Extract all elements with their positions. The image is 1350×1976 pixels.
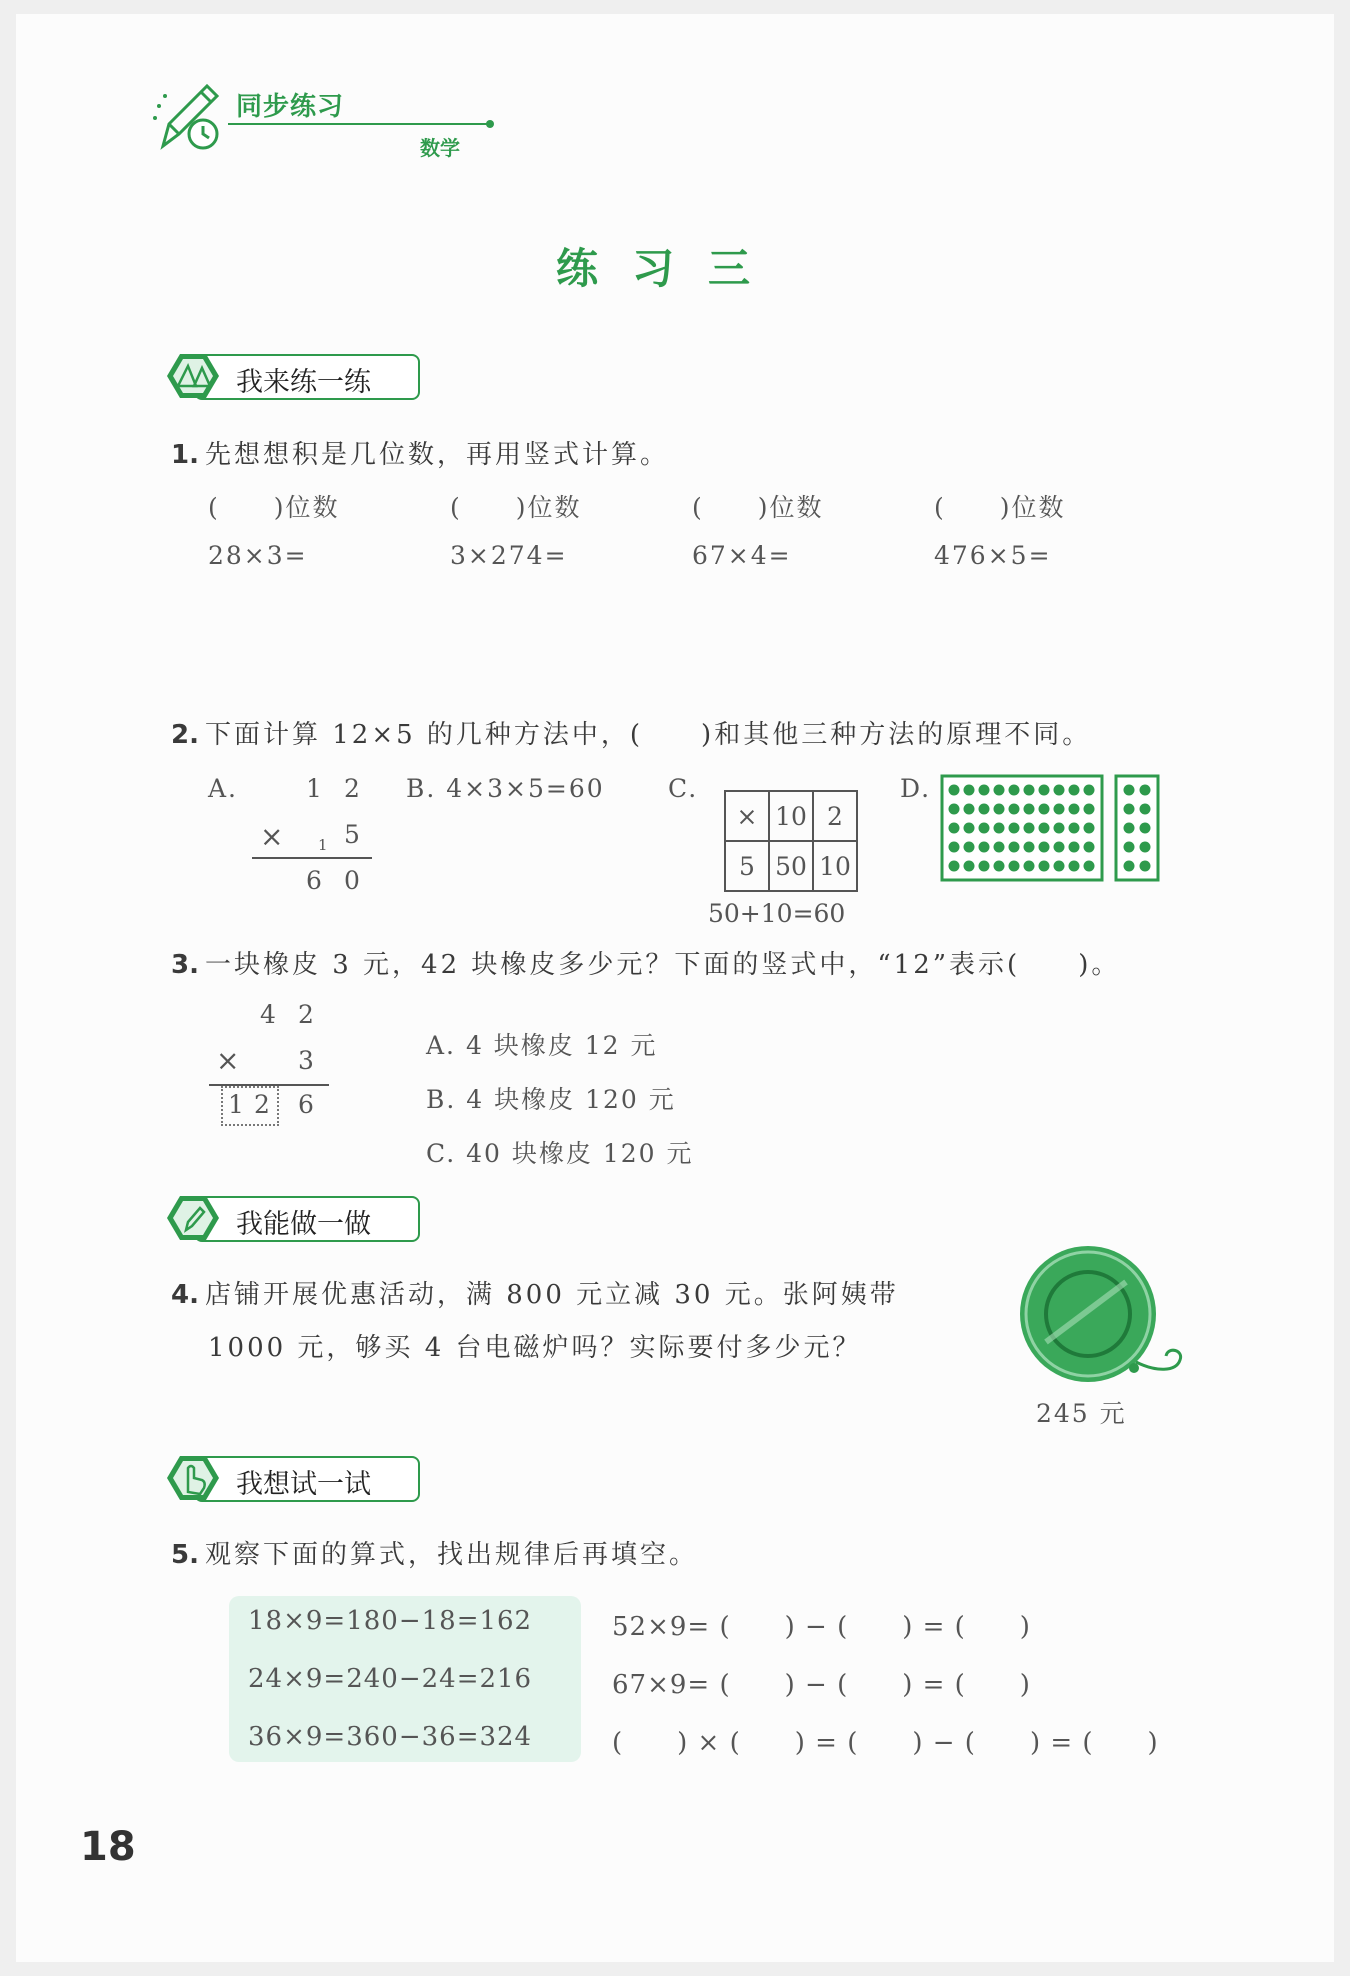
- dot: [1069, 804, 1080, 815]
- dot: [1024, 804, 1035, 815]
- q4-price: 245 元: [1036, 1399, 1127, 1428]
- induction-cooker-icon: [1016, 1242, 1196, 1392]
- q4-line1: 店铺开展优惠活动，满 800 元立减 30 元。张阿姨带: [204, 1280, 899, 1310]
- dot: [1054, 861, 1065, 872]
- dot: [994, 804, 1005, 815]
- dot: [1084, 823, 1095, 834]
- header-title: 同步练习: [236, 92, 345, 122]
- q2a-top-digit-1: 1: [306, 774, 322, 803]
- section-try-it: [166, 1454, 421, 1502]
- dot: [1069, 861, 1080, 872]
- q3-times-sign: ×: [216, 1044, 240, 1077]
- q4-line2: 1000 元，够买 4 台电磁炉吗？实际要付多少元？: [208, 1333, 862, 1363]
- q2a-bottom-digit: 5: [344, 820, 360, 849]
- dot: [994, 842, 1005, 853]
- q2a-top-digit-2: 2: [344, 774, 360, 803]
- q3-text: 一块橡皮 3 元，42 块橡皮多少元？下面的竖式中，“12”表示( )。: [204, 950, 1121, 980]
- section-label: 我想试一试: [236, 1469, 371, 1500]
- dot: [1084, 861, 1095, 872]
- q2a-carry: 1: [318, 836, 328, 854]
- dot: [1140, 804, 1151, 815]
- dot: [1024, 842, 1035, 853]
- dot: [949, 842, 960, 853]
- q3-result-digit-2: 2: [254, 1090, 270, 1119]
- q1-expr-3: 67×4=: [692, 541, 792, 570]
- q2c-cell: 10: [813, 841, 857, 891]
- q3-result-digit-1: 1: [228, 1090, 244, 1119]
- q2c-grid: [724, 790, 858, 892]
- section-practice: [166, 352, 421, 400]
- q5-example-1: 18×9=180−18=162: [248, 1606, 533, 1636]
- dot: [964, 823, 975, 834]
- dot: [1124, 785, 1135, 796]
- q2c-cell: 50: [769, 841, 813, 891]
- dot: [1039, 804, 1050, 815]
- dot: [1140, 842, 1151, 853]
- dot: [1084, 842, 1095, 853]
- q3-option-a[interactable]: A. 4 块橡皮 12 元: [426, 1031, 658, 1060]
- dot: [1054, 804, 1065, 815]
- dot: [1140, 823, 1151, 834]
- q2-text: 下面计算 12×5 的几种方法中，( )和其他三种方法的原理不同。: [204, 720, 1092, 750]
- dot: [964, 842, 975, 853]
- q4-prompt: [171, 1274, 899, 1311]
- ruler-triangle-icon: [166, 352, 220, 400]
- q5-number: 5.: [171, 1540, 199, 1570]
- section-can-do: [166, 1194, 421, 1242]
- dot: [964, 804, 975, 815]
- q5-example-2: 24×9=240−24=216: [248, 1664, 533, 1694]
- q2c-cell: 10: [769, 791, 813, 841]
- dot: [1124, 804, 1135, 815]
- pencil-clock-icon: [151, 72, 221, 154]
- pencil-icon: [166, 1194, 220, 1242]
- dot: [1140, 861, 1151, 872]
- dot: [1009, 861, 1020, 872]
- q1-number: 1.: [171, 440, 199, 470]
- pointing-hand-icon: [166, 1454, 220, 1502]
- dot: [964, 785, 975, 796]
- dot: [1054, 842, 1065, 853]
- q2c-cell: 2: [813, 791, 857, 841]
- dot: [1084, 785, 1095, 796]
- q1-text: 先想想积是几位数，再用竖式计算。: [204, 440, 669, 470]
- dot: [1124, 842, 1135, 853]
- q1-expr-4: 476×5=: [934, 541, 1052, 570]
- dot: [994, 823, 1005, 834]
- q5-fill-3[interactable]: ( ) × ( ) = ( ) − ( ) = ( ): [612, 1728, 1159, 1758]
- dot: [979, 823, 990, 834]
- q5-example-3: 36×9=360−36=324: [248, 1722, 533, 1752]
- q2-number: 2.: [171, 720, 199, 750]
- q2-option-b-expr: 4×3×5=60: [446, 774, 605, 803]
- q2c-sum: 50+10=60: [708, 899, 846, 928]
- dot: [949, 804, 960, 815]
- q2a-rule: [252, 857, 372, 859]
- q2-option-b: [406, 774, 605, 803]
- q2a-result-digit-1: 6: [306, 866, 322, 895]
- q2c-cell: 5: [725, 841, 769, 891]
- q3-bottom-digit: 3: [298, 1046, 314, 1075]
- dot: [1054, 785, 1065, 796]
- q2a-result-digit-2: 0: [344, 866, 360, 895]
- dot: [1069, 785, 1080, 796]
- q5-fill-2[interactable]: 67×9= ( ) − ( ) = ( ): [612, 1670, 1031, 1700]
- dot: [1039, 842, 1050, 853]
- workbook-page: [16, 14, 1334, 1962]
- q2d-dot-array: [940, 774, 1190, 884]
- dot: [1069, 823, 1080, 834]
- dot: [1069, 842, 1080, 853]
- q4-number: 4.: [171, 1280, 199, 1310]
- dot: [1024, 861, 1035, 872]
- q2-option-d-label: D.: [900, 774, 932, 803]
- section-label: 我来练一练: [236, 367, 371, 398]
- q5-fill-1[interactable]: 52×9= ( ) − ( ) = ( ): [612, 1612, 1031, 1642]
- q1-expr-1: 28×3=: [208, 541, 308, 570]
- q3-number: 3.: [171, 950, 199, 980]
- dot: [1054, 823, 1065, 834]
- dot: [1024, 823, 1035, 834]
- q2a-times-sign: ×: [260, 820, 284, 853]
- dot: [1009, 804, 1020, 815]
- q1-prompt: [171, 434, 669, 471]
- dot: [1009, 785, 1020, 796]
- dot: [1024, 785, 1035, 796]
- dot: [1039, 861, 1050, 872]
- dot: [949, 823, 960, 834]
- dot: [979, 804, 990, 815]
- dot: [949, 785, 960, 796]
- dot: [1039, 823, 1050, 834]
- dot: [1039, 785, 1050, 796]
- dot: [994, 785, 1005, 796]
- q3-prompt: [171, 944, 1120, 981]
- q1-blank-2[interactable]: ( )位数: [450, 493, 582, 522]
- q1-blank-3[interactable]: ( )位数: [692, 493, 824, 522]
- q1-blank-1[interactable]: ( )位数: [208, 493, 340, 522]
- q5-prompt: [171, 1534, 698, 1571]
- q1-expr-2: 3×274=: [450, 541, 568, 570]
- q3-top-digit-1: 4: [260, 1000, 276, 1029]
- q2-option-a-label: A.: [208, 774, 239, 803]
- dot: [1140, 785, 1151, 796]
- dot: [1124, 861, 1135, 872]
- header-divider: [228, 118, 498, 130]
- dot: [979, 842, 990, 853]
- q3-top-digit-2: 2: [298, 1000, 314, 1029]
- q2-option-c-label: C.: [668, 774, 699, 803]
- dot: [949, 861, 960, 872]
- dot: [1084, 804, 1095, 815]
- dot: [1124, 823, 1135, 834]
- header-subject: 数学: [420, 136, 460, 160]
- q3-option-c[interactable]: C. 40 块橡皮 120 元: [426, 1139, 694, 1168]
- dot: [994, 861, 1005, 872]
- page-title: 练习三: [556, 244, 785, 293]
- section-label: 我能做一做: [236, 1209, 371, 1240]
- dot: [964, 861, 975, 872]
- dot: [1009, 842, 1020, 853]
- q3-option-b[interactable]: B. 4 块橡皮 120 元: [426, 1085, 676, 1114]
- q3-result-digit-3: 6: [298, 1090, 314, 1119]
- q1-blank-4[interactable]: ( )位数: [934, 493, 1066, 522]
- q5-text: 观察下面的算式，找出规律后再填空。: [204, 1540, 698, 1570]
- dot: [979, 785, 990, 796]
- dot: [1009, 823, 1020, 834]
- q2-option-b-label: B.: [406, 774, 437, 803]
- q2c-cell: ×: [725, 791, 769, 841]
- page-number: 18: [80, 1824, 136, 1870]
- dot: [979, 861, 990, 872]
- q2-prompt: [171, 714, 1091, 751]
